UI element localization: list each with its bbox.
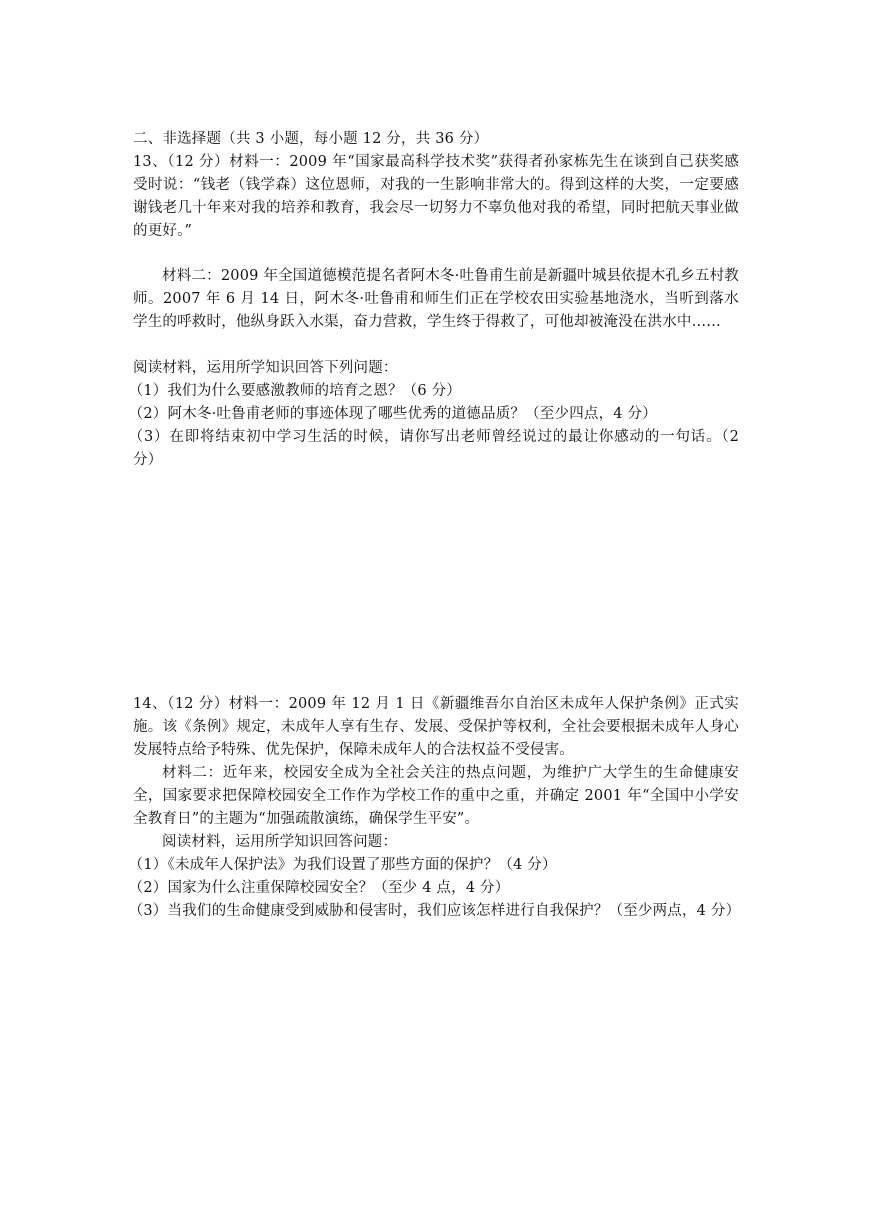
question-14-material-1: 14、（12 分）材料一：2009 年 12 月 1 日《新疆维吾尔自治区未成年人保护条例》正式实施。该《条例》规定，未成年人享有生存、发展、受保护等权利，全社会要根据未成年人身心发展特点给予特殊、优先保护，保障未成年人的合法权益不受侵害。: [133, 696, 739, 758]
question-13-material-2: 材料二：2009 年全国道德模范提名者阿木冬·吐鲁甫生前是新疆叶城县依提木孔乡五村教师。2007 年 6 月 14 日，阿木冬·吐鲁甫和师生们正在学校农田实验基地浇水，当听到落水学生的呼救时，他纵身跃入水渠，奋力营救，学生终于得救了，可他却被淹没在洪水中……: [133, 268, 739, 330]
question-13-material-1-block: [133, 151, 739, 243]
question-13-sub-1: （1）我们为什么要感激教师的培育之恩？（6 分）: [128, 383, 462, 399]
question-13-sub-2: （2）阿木冬·吐鲁甫老师的事迹体现了哪些优秀的道德品质？（至少四点，4 分）: [128, 406, 657, 422]
question-13-material-1: 13、（12 分）材料一：2009 年“国家最高科学技术奖”获得者孙家栋先生在谈到自己获奖感受时说：“钱老（钱学森）这位恩师，对我的一生影响非常大的。得到这样的大奖，一定要感谢钱老几十年来对我的培养和教育，我会尽一切努力不辜负他对我的希望，同时把航天事业做的更好。”: [133, 154, 739, 239]
question-13-instruction: 阅读材料，运用所学知识回答下列问题：: [133, 360, 398, 376]
question-14-block: [128, 693, 741, 923]
section-heading: 二、非选择题（共 3 小题，每小题 12 分，共 36 分）: [133, 131, 489, 147]
question-13-material-2-block: [133, 265, 739, 334]
question-14-sub-2: （2）国家为什么注重保障校园安全？（至少 4 点，4 分）: [128, 880, 510, 896]
question-14-sub-3: （3）当我们的生命健康受到威胁和侵害时，我们应该怎样进行自我保护？（至少两点，4 分）: [128, 903, 741, 919]
section-heading-block: [133, 128, 739, 151]
question-13-questions-block: [128, 357, 739, 472]
question-13-sub-3: （3）在即将结束初中学习生活的时候，请你写出老师曾经说过的最让你感动的一句话。（2 分）: [128, 429, 739, 468]
question-14-sub-1: （1）《未成年人保护法》为我们设置了那些方面的保护？（4 分）: [128, 857, 557, 873]
question-14-material-2: 材料二：近年来，校园安全成为全社会关注的热点问题，为维护广大学生的生命健康安全，国家要求把保障校园安全工作作为学校工作的重中之重，并确定 2001 年“全国中小学安全教育日”的主题为“加强疏散演练，确保学生平安”。: [133, 765, 739, 827]
question-14-instruction: 阅读材料，运用所学知识回答问题：: [162, 834, 398, 850]
